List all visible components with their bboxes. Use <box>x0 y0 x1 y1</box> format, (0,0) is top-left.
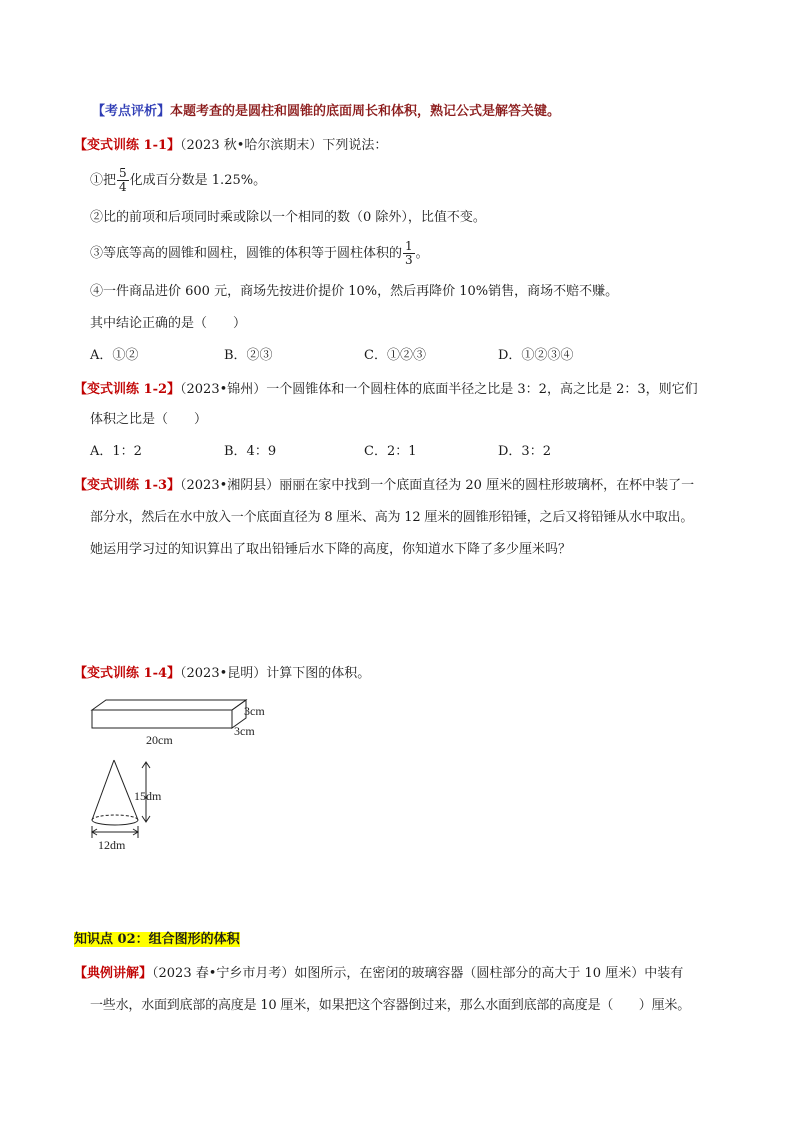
q1-3-line-3: 她运用学习过的知识算出了取出铅锤后水下降的高度，你知道水下降了多少厘米吗？ <box>90 542 572 557</box>
fraction-numerator: 1 <box>405 239 413 253</box>
s1-prefix: ①把 <box>90 173 117 188</box>
q1-1-statement-2: ②比的前项和后项同时乘或除以一个相同的数（0 除外），比值不变。 <box>90 210 486 225</box>
q1-2-option-d[interactable]: D．3：2 <box>498 444 551 459</box>
q1-1-option-c[interactable]: C．①②③ <box>364 348 426 363</box>
fraction-denominator: 4 <box>119 180 127 194</box>
fraction-denominator: 3 <box>405 253 413 267</box>
q1-3-line-1 <box>74 476 694 496</box>
cone-figure <box>80 756 190 856</box>
cone-diameter-label: 12dm <box>98 838 126 852</box>
s3-suffix: 。 <box>415 246 429 261</box>
q1-1-option-a[interactable]: A．①② <box>90 348 139 363</box>
section-title <box>74 930 240 950</box>
q1-2-option-c[interactable]: C．2：1 <box>364 444 417 459</box>
analysis-text: 本题考查的是圆柱和圆锥的底面周长和体积，熟记公式是解答关键。 <box>170 104 561 119</box>
q1-4-tag: 【变式训练 1-4】 <box>74 666 181 681</box>
example-line-2: 一些水，水面到底部的高度是 10 厘米，如果把这个容器倒过来，那么水面到底部的高度是（ ）厘米。 <box>90 998 691 1013</box>
cone-base-back <box>92 815 138 820</box>
fraction-1-3 <box>403 240 415 267</box>
section-title-text: 知识点 02：组合图形的体积 <box>74 932 240 947</box>
q1-4-header <box>74 664 370 684</box>
cone-base-front <box>92 820 138 825</box>
q1-2-line-2: 体积之比是（ ） <box>90 412 208 427</box>
q1-1-header <box>74 136 387 156</box>
s3-prefix: ③等底等高的圆锥和圆柱，圆锥的体积等于圆柱体积的 <box>90 246 403 261</box>
cone-left-edge <box>92 760 114 820</box>
prism-length-label: 20cm <box>146 733 173 747</box>
example-text-1: （2023 春•宁乡市月考）如图所示，在密闭的玻璃容器（圆柱部分的高大于 10 厘米）中装有 <box>152 966 684 981</box>
q1-2-line-1 <box>74 380 698 400</box>
q1-3-text-1: （2023•湘阴县）丽丽在家中找到一个底面直径为 20 厘米的圆柱形玻璃杯，在杯中装了一 <box>180 478 695 493</box>
q1-2-tag: 【变式训练 1-2】 <box>74 382 181 397</box>
example-line-1 <box>74 964 683 984</box>
q1-1-option-d[interactable]: D．①②③④ <box>498 348 574 363</box>
q1-2-option-a[interactable]: A．1：2 <box>90 444 142 459</box>
q1-1-option-b[interactable]: B．②③ <box>224 348 273 363</box>
q1-1-statement-3 <box>90 238 429 270</box>
fraction-numerator: 5 <box>119 166 127 180</box>
q1-1-statement-1 <box>90 166 266 196</box>
prism-width-label: 3cm <box>234 724 255 738</box>
q1-1-question: 其中结论正确的是（ ） <box>90 316 247 331</box>
q1-1-statement-4: ④一件商品进价 600 元，商场先按进价提价 10%，然后再降价 10%销售，商场不赔不赚。 <box>90 284 619 299</box>
q1-1-tag: 【变式训练 1-1】 <box>74 138 181 153</box>
q1-4-text: （2023•昆明）计算下图的体积。 <box>180 666 371 681</box>
cone-height-label: 15dm <box>134 789 162 803</box>
prism-top-face <box>92 700 246 710</box>
fraction-5-4 <box>117 167 129 194</box>
q1-3-line-2: 部分水，然后在水中放入一个底面直径为 8 厘米、高为 12 厘米的圆锥形铅锤，之后又将铅锤从水中取出。 <box>90 510 694 525</box>
q1-2-text-1: （2023•锦州）一个圆锥体和一个圆柱体的底面半径之比是 3：2，高之比是 2：3，则它们 <box>180 382 698 397</box>
s1-suffix: 化成百分数是 1.25%。 <box>129 173 267 188</box>
prism-height-label: 3cm <box>244 704 265 718</box>
example-tag: 【典例讲解】 <box>74 966 153 981</box>
prism-figure <box>84 694 284 754</box>
prism-front-face <box>92 710 232 728</box>
analysis-line <box>92 102 560 122</box>
q1-2-option-b[interactable]: B．4：9 <box>224 444 277 459</box>
analysis-tag: 【考点评析】 <box>92 104 171 119</box>
q1-1-source: （2023 秋•哈尔滨期末）下列说法： <box>180 138 388 153</box>
q1-3-tag: 【变式训练 1-3】 <box>74 478 181 493</box>
